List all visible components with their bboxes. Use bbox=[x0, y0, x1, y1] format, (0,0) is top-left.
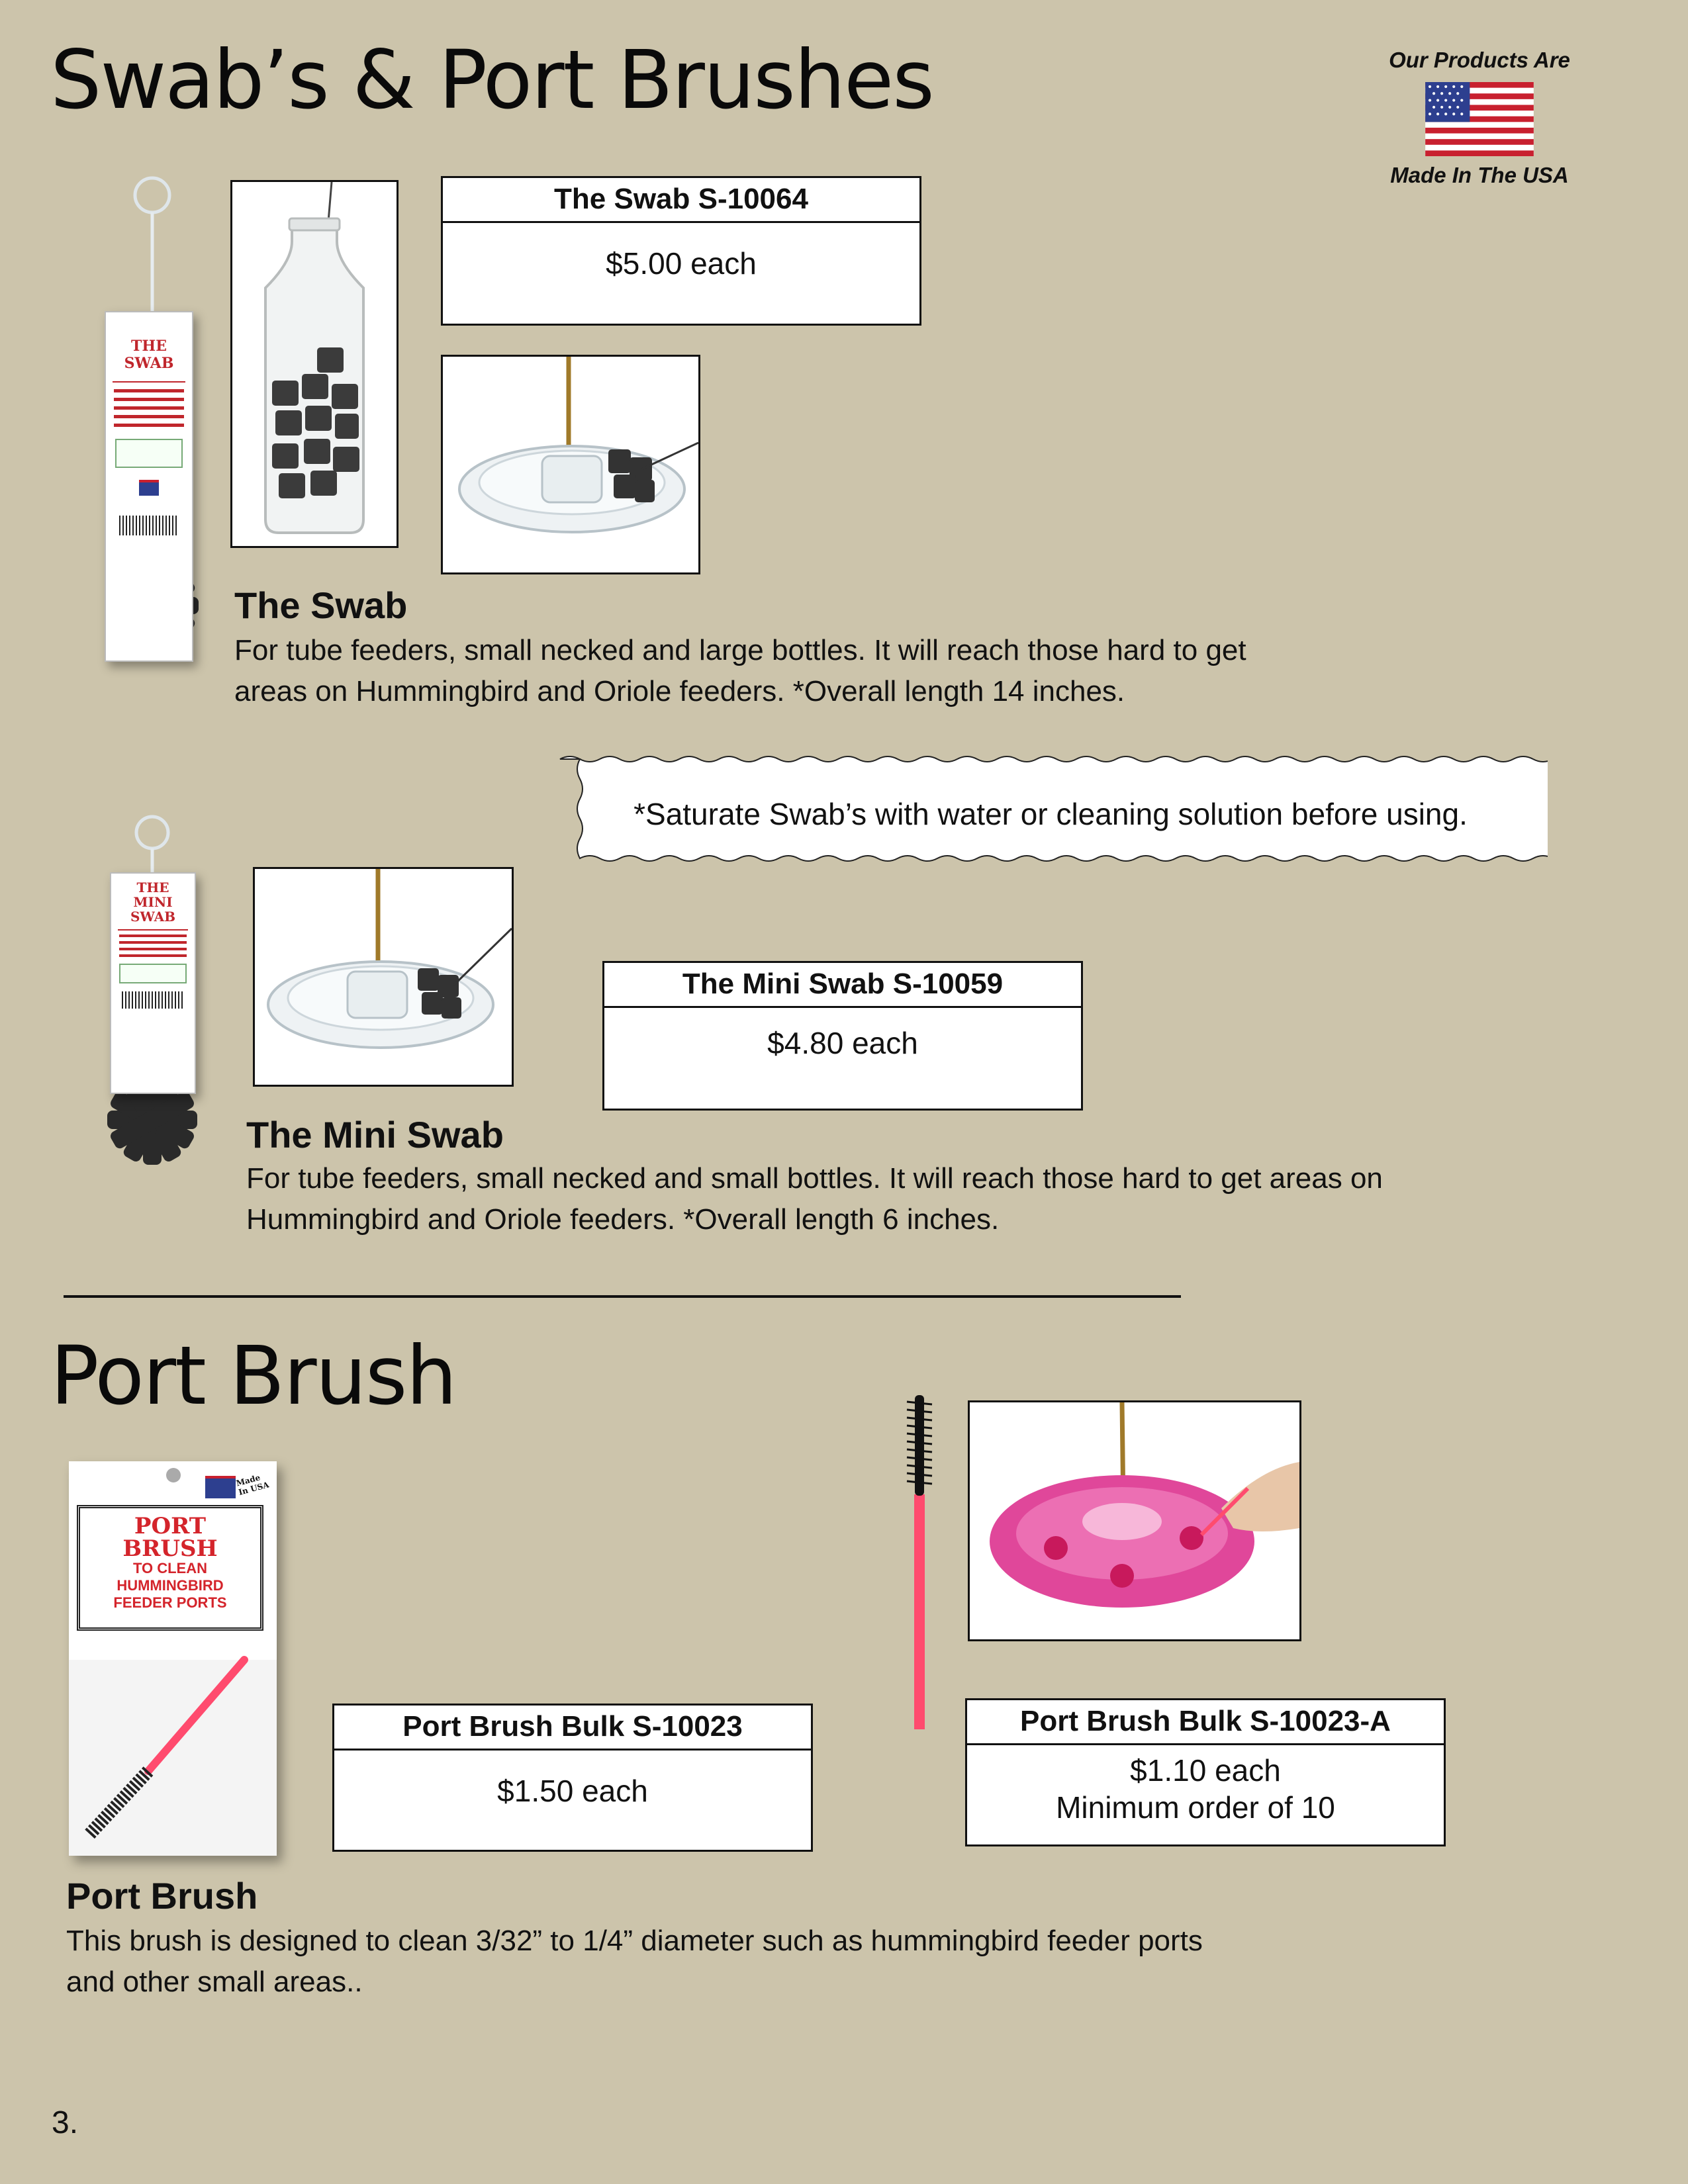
port-brush-bulk-price-header: Port Brush Bulk S-10023 bbox=[334, 1706, 811, 1751]
mini-swab-product-image bbox=[99, 809, 205, 1206]
made-in-usa-badge bbox=[1383, 48, 1575, 188]
swab-package-name-1: THE bbox=[131, 338, 167, 355]
port-brush-title: Port Brush bbox=[50, 1329, 456, 1423]
swab-price-header: The Swab S-10064 bbox=[443, 178, 919, 223]
mini-swab-description-line-2: Hummingbird and Oriole feeders. *Overall length 6 inches. bbox=[246, 1203, 1000, 1236]
swab-description bbox=[234, 630, 1360, 712]
mini-swab-description bbox=[246, 1158, 1570, 1240]
mini-swab-description-line-1: For tube feeders, small necked and small bottles. It will reach those hard to get areas on bbox=[246, 1162, 1383, 1195]
made-in-usa-bottom-text: Made In The USA bbox=[1390, 163, 1569, 187]
page-number: 3. bbox=[52, 2105, 79, 2140]
mini-swab-price: $4.80 each bbox=[767, 1026, 918, 1060]
port-brush-heading: Port Brush bbox=[66, 1875, 258, 1917]
port-brush-label-line-1: PORT bbox=[134, 1513, 207, 1539]
usa-flag-icon bbox=[1423, 82, 1536, 156]
port-brush-label-line-3: TO CLEAN bbox=[132, 1560, 208, 1576]
port-brush-bulk-a-price-header: Port Brush Bulk S-10023-A bbox=[967, 1700, 1444, 1745]
mini-swab-package-name-2: MINI bbox=[133, 894, 173, 910]
swab-price: $5.00 each bbox=[606, 246, 757, 281]
port-brush-label-line-4: HUMMINGBIRD bbox=[117, 1577, 224, 1594]
port-brush-single-image bbox=[903, 1395, 936, 1733]
mini-swab-package-card bbox=[110, 872, 196, 1094]
made-in-usa-top-text: Our Products Are bbox=[1389, 48, 1570, 72]
saturate-note-text: *Saturate Swab’s with water or cleaning solution before using. bbox=[633, 797, 1468, 831]
port-brush-package bbox=[69, 1461, 277, 1856]
port-brush-in-package-image bbox=[69, 1461, 277, 1856]
port-brush-bulk-a-price-line-2: Minimum order of 10 bbox=[1056, 1790, 1335, 1825]
swab-description-line-1: For tube feeders, small necked and large bottles. It will reach those hard to get bbox=[234, 634, 1246, 666]
port-brush-bulk-price: $1.50 each bbox=[497, 1774, 648, 1808]
port-brush-description-line-2: and other small areas.. bbox=[66, 1966, 363, 1998]
mini-swab-price-header: The Mini Swab S-10059 bbox=[604, 963, 1081, 1008]
swab-description-line-2: areas on Hummingbird and Oriole feeders. *Overall length 14 inches. bbox=[234, 675, 1125, 707]
port-brush-bulk-a-price-box bbox=[965, 1698, 1446, 1846]
port-brush-label-line-5: FEEDER PORTS bbox=[113, 1594, 227, 1611]
port-brush-bulk-price-box bbox=[332, 1704, 813, 1852]
mini-swab-package-name-3: SWAB bbox=[130, 909, 176, 925]
swab-price-box bbox=[441, 176, 921, 326]
swab-package-card bbox=[105, 311, 193, 662]
port-brush-description-line-1: This brush is designed to clean 3/32” to 1/4” diameter such as hummingbird feeder ports bbox=[66, 1925, 1203, 1957]
mini-swab-feeder-photo bbox=[253, 867, 514, 1087]
swab-feeder-photo bbox=[441, 355, 700, 574]
mini-swab-heading: The Mini Swab bbox=[246, 1114, 504, 1156]
port-brush-label-line-2: BRUSH bbox=[122, 1535, 218, 1562]
port-brush-bulk-a-price bbox=[967, 1745, 1444, 1826]
swab-package-name-2: SWAB bbox=[124, 355, 174, 372]
pink-feeder-photo bbox=[968, 1400, 1301, 1641]
section-divider bbox=[64, 1295, 1181, 1298]
port-brush-bulk-a-price-line-1: $1.10 each bbox=[1130, 1753, 1281, 1788]
swab-product-image bbox=[99, 169, 205, 698]
port-brush-description bbox=[66, 1921, 1390, 2003]
mini-swab-price-box bbox=[602, 961, 1083, 1111]
port-brush-made-in: Made In USA bbox=[235, 1473, 270, 1497]
swab-bottle-photo bbox=[230, 180, 399, 548]
page-title: Swab’s & Port Brushes bbox=[50, 33, 933, 127]
swab-heading: The Swab bbox=[234, 584, 408, 626]
saturate-note-box bbox=[553, 752, 1548, 876]
mini-swab-package-name-1: THE bbox=[136, 880, 169, 895]
